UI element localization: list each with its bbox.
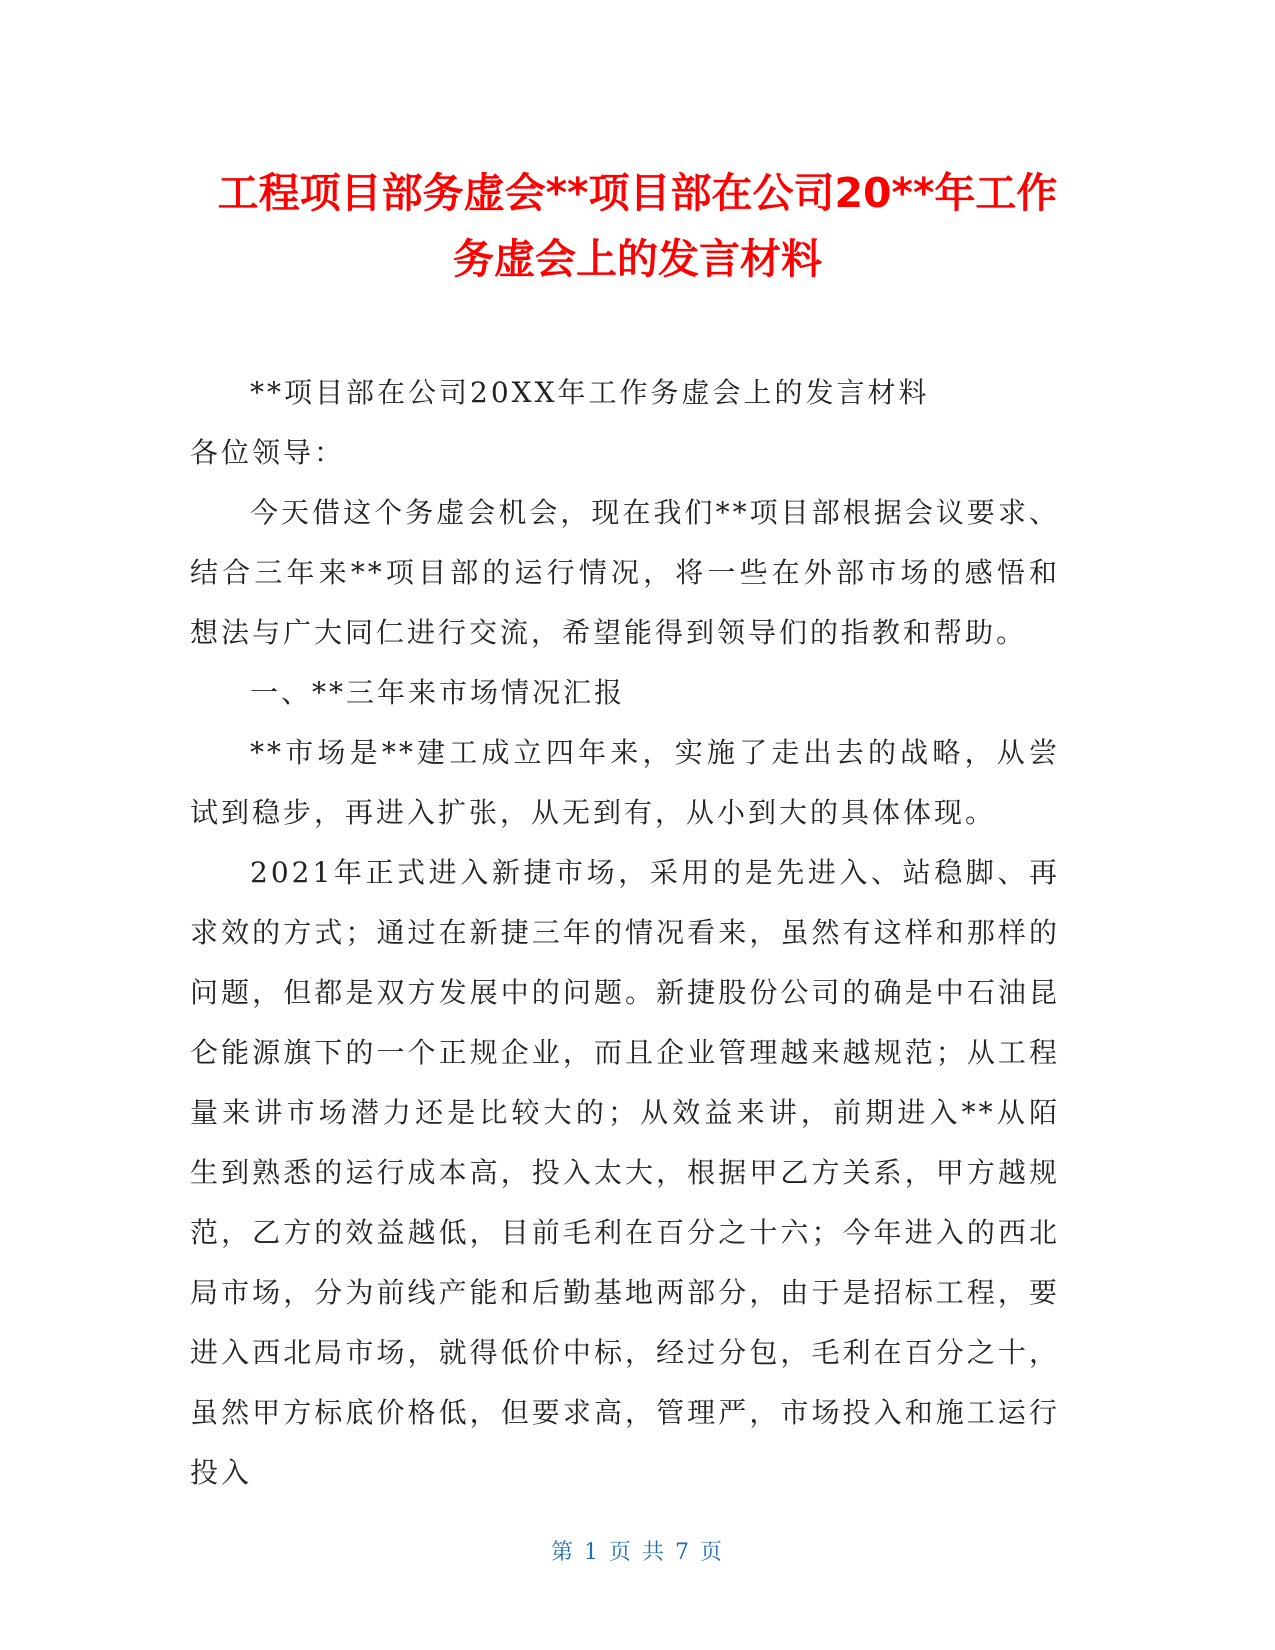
section-heading-1: 一、**三年来市场情况汇报 (250, 676, 626, 709)
document-title (150, 160, 1125, 292)
body-paragraph: **市场是**建工成立四年来，实施了走出去的战略，从尝试到稳步，再进入扩张，从无到有，从小到大的具体体现。 (190, 736, 1060, 829)
document-body (190, 363, 1060, 1503)
title-line-1: 工程项目部务虚会**项目部在公司20**年工作 (217, 169, 1058, 217)
intro-paragraph: 今天借这个务虚会机会，现在我们**项目部根据会议要求、结合三年来**项目部的运行情况，将一些在外部市场的感悟和想法与广大同仁进行交流，希望能得到领导们的指教和帮助。 (190, 496, 1060, 649)
title-line-2: 务虚会上的发言材料 (453, 235, 822, 283)
subtitle-paragraph: **项目部在公司20XX年工作务虚会上的发言材料 (250, 376, 930, 409)
page-number-footer: 第 1 页 共 7 页 (551, 1540, 724, 1565)
body-paragraph: 2021年正式进入新捷市场，采用的是先进入、站稳脚、再求效的方式；通过在新捷三年的情况看来，虽然有这样和那样的问题，但都是双方发展中的问题。新捷股份公司的确是中石油昆仑能源旗下的一个正规企业，而且企业管理越来越规范；从工程量来讲市场潜力还是比较大的；从效益来讲，前期进入**从陌生到熟悉的运行成本高，投入太大，根据甲乙方关系，甲方越规范，乙方的效益越低，目前毛利在百分之十六；今年进入的西北局市场，分为前线产能和后勤基地两部分，由于是招标工程，要进入西北局市场，就得低价中标，经过分包，毛利在百分之十，虽然甲方标底价格低，但要求高，管理严，市场投入和施工运行投入 (190, 856, 1060, 1489)
salutation-paragraph: 各位领导： (190, 436, 346, 469)
